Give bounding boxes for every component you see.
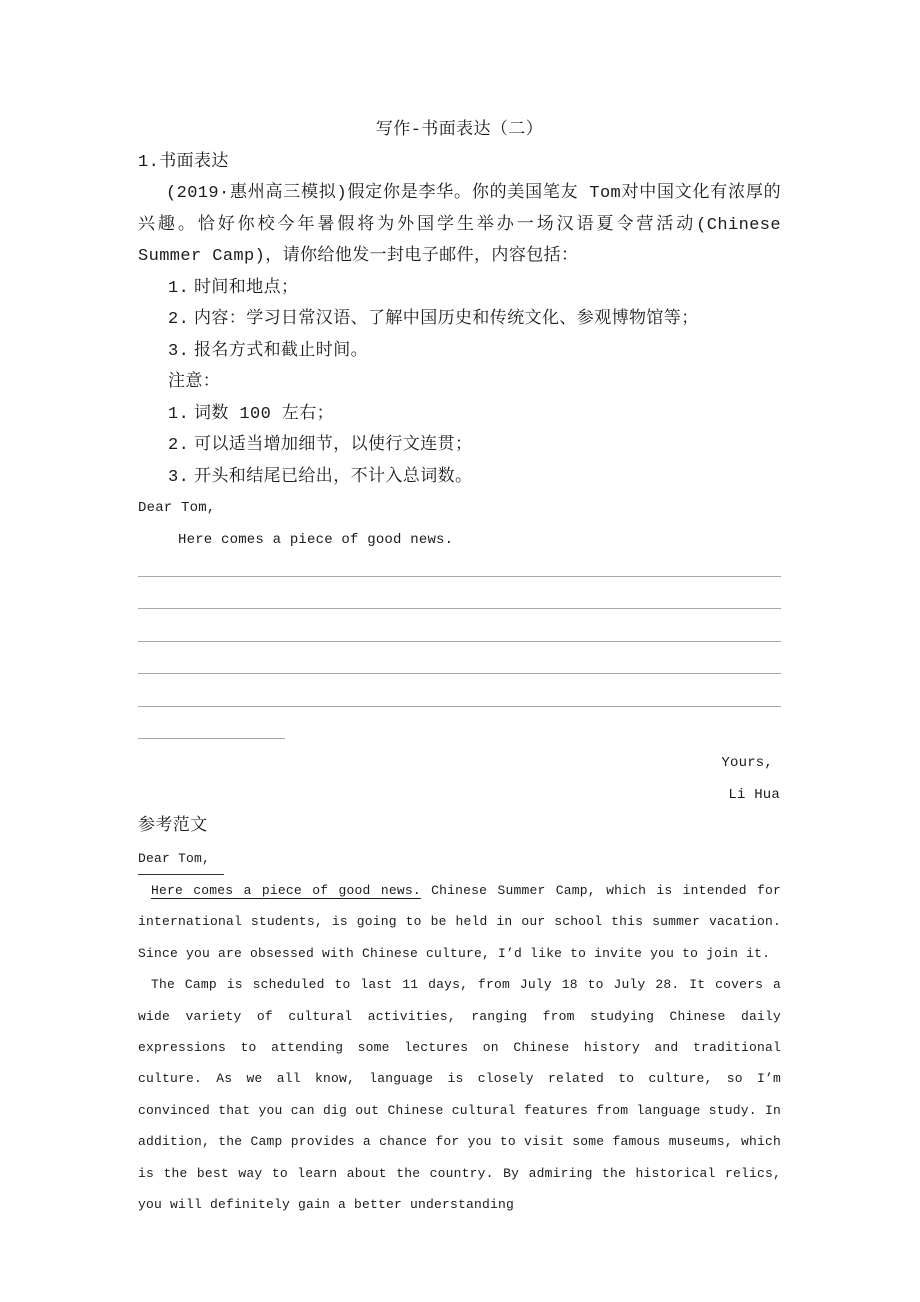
content-item-text: 时间和地点；	[194, 278, 299, 298]
notice-label: 注意：	[168, 373, 221, 392]
sample-paragraph-2: The Camp is scheduled to last 11 days, from July 18 to July 28. It covers a wide variety of cultural activities, ranging from studying Chinese daily expressions to attending some lectures on Chinese history and traditional culture. As we all know, language is closely related to culture, so I’m convinced that you can dig out Chinese cultural features from language study. In addition, the Camp provides a chance for you to visit some famous museums, which is the best way to learn about the country. By admiring the historical relics, you will definitely gain a better understanding	[138, 977, 781, 1212]
sample-paragraph-1-text: Chinese Summer Camp, which is intended for international students, is going to be held in our school this summer vacation. Since you are obsessed with Chinese culture, I’d like to invite you to join it.	[138, 882, 781, 961]
content-item	[138, 273, 781, 305]
sample-opening-underlined: Here comes a piece of good news.	[151, 882, 421, 898]
letter-closing: Yours,	[721, 755, 773, 771]
sample-salutation	[138, 843, 781, 875]
content-item-text: 内容：学习日常汉语、了解中国历史和传统文化、参观博物馆等；	[194, 310, 699, 329]
answer-line	[138, 642, 781, 675]
notice-item-text: 可以适当增加细节，以使行文连贯；	[194, 436, 473, 455]
answer-lines	[138, 544, 781, 739]
sample-salutation-text: Dear Tom,	[138, 843, 224, 875]
letter-signature: Li Hua	[728, 786, 780, 803]
content-item-number: 2.	[168, 310, 190, 329]
notice-item-text: 开头和结尾已给出，不计入总词数。	[194, 467, 473, 487]
answer-line	[138, 609, 781, 642]
answer-line	[138, 674, 781, 707]
notice-item	[138, 430, 781, 462]
notice-item-number: 1.	[168, 404, 190, 424]
letter-opening: Here comes a piece of good news.	[178, 531, 454, 548]
notice-item	[138, 399, 781, 431]
prompt-paragraph: (2019·惠州高三模拟)假定你是李华。你的美国笔友 Tom对中国文化有浓厚的兴趣。恰好你校今年暑假将为外国学生举办一场汉语夏令营活动(Chinese Summer Camp)，请你给他发一封电子邮件，内容包括：	[138, 184, 781, 266]
section-heading: 1.书面表达	[138, 152, 229, 172]
page-title: 写作-书面表达（二）	[375, 121, 544, 140]
content-item-text: 报名方式和截止时间。	[194, 341, 368, 361]
content-item	[138, 304, 781, 336]
sample-paragraph-1	[138, 875, 781, 969]
content-item-number: 3.	[168, 341, 190, 361]
notice-item-text: 词数 100 左右；	[194, 404, 335, 424]
answer-line	[138, 577, 781, 610]
sample-heading: 参考范文	[138, 817, 208, 836]
notice-item-number: 2.	[168, 436, 190, 455]
notice-item-number: 3.	[168, 467, 190, 487]
letter-salutation: Dear Tom,	[138, 500, 216, 516]
content-item	[138, 336, 781, 368]
answer-line-short	[138, 707, 285, 740]
content-item-number: 1.	[168, 278, 190, 298]
notice-item	[138, 462, 781, 494]
